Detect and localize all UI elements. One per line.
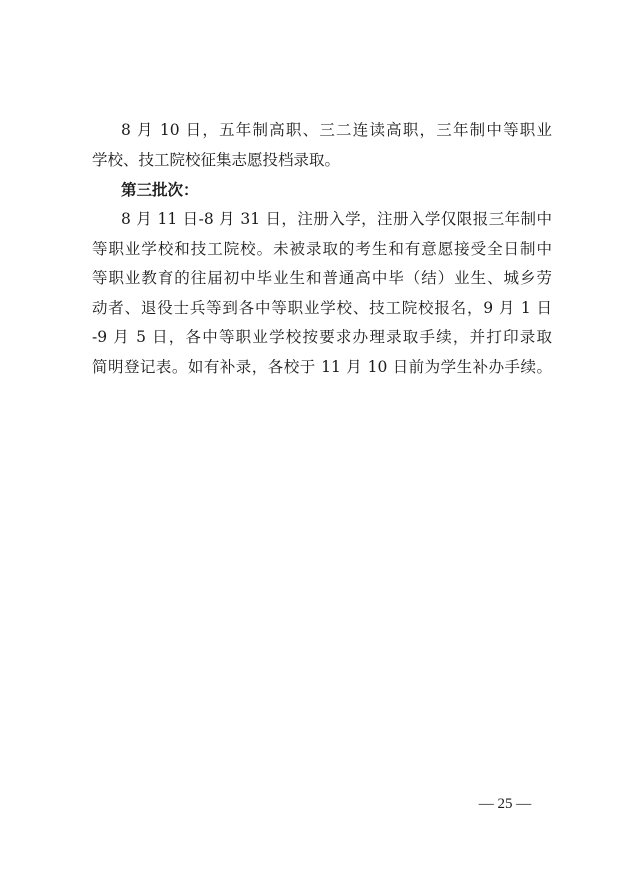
paragraph-line: 等职业学校和技工院校。未被录取的考生和有意愿接受全日制中 <box>92 240 552 258</box>
section-heading: 第三批次： <box>121 181 199 199</box>
paragraph-line: 8 月 10 日，五年制高职、三二连读高职，三年制中等职业 <box>121 121 552 139</box>
paragraph-line: 8 月 11 日-8 月 31 日，注册入学，注册入学仅限报三年制中 <box>121 210 552 228</box>
page-number: — 25 — <box>478 796 532 812</box>
paragraph-line: 简明登记表。如有补录，各校于 11 月 10 日前为学生补办手续。 <box>92 358 552 376</box>
paragraph-line: 动者、退役士兵等到各中等职业学校、技工院校报名，9 月 1 日 <box>92 299 552 317</box>
paragraph-line: 学校、技工院校征集志愿投档录取。 <box>92 151 341 169</box>
paragraph-line: -9 月 5 日，各中等职业学校按要求办理录取手续，并打印录取 <box>92 328 552 346</box>
paragraph-line: 等职业教育的往届初中毕业生和普通高中毕（结）业生、城乡劳 <box>92 269 552 287</box>
